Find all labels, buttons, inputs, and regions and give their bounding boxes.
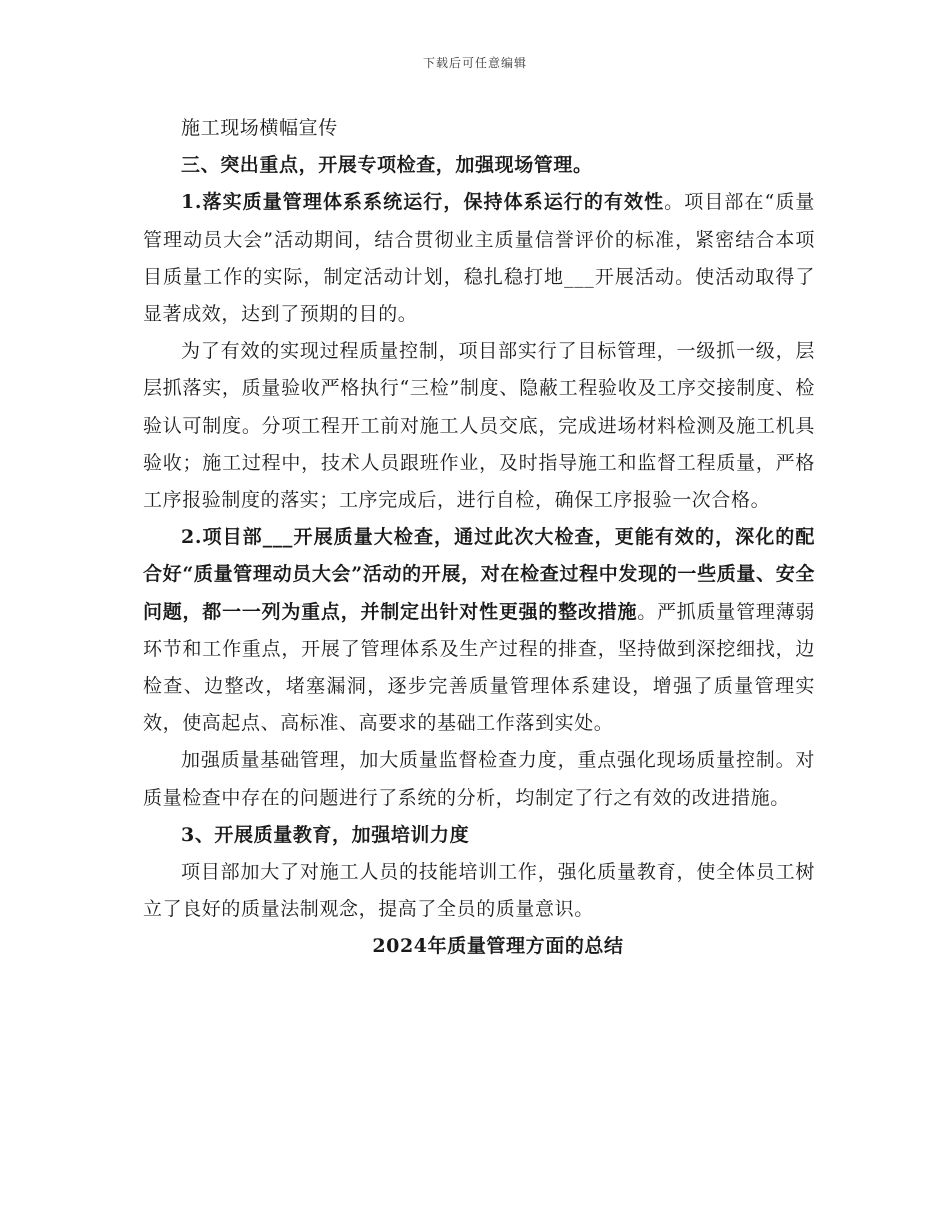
paragraph-banner: 施工现场横幅宣传 xyxy=(181,117,338,139)
paragraph-training: 项目部加大了对施工人员的技能培训工作，强化质量教育，使全体员工树立了良好的质量法制观念，提高了全员的质量意识。 xyxy=(143,861,815,921)
paragraph-lead-bold: 2.项目部___开展质量大检查，通过此次大检查，更能有效的，深化的配合好“质量管理动员大会”活动的开展，对在检查过程中发现的一些质量、安全问题，都一一列为重点，并制定出针对性更强的整改措施 xyxy=(143,526,815,623)
section-heading-3: 三、突出重点，开展专项检查，加强现场管理。 xyxy=(181,154,593,177)
paragraph-process-control: 为了有效的实现过程质量控制，项目部实行了目标管理，一级抓一级，层层抓落实，质量验收严格执行“三检”制度、隐蔽工程验收及工序交接制度、检验认可制度。分项工程开工前对施工人员交底，完成进场材料检测及施工机具验收；施工过程中，技术人员跟班作业，及时指导施工和监督工程质量，严格工序报验制度的落实；工序完成后，进行自检，确保工序报验一次合格。 xyxy=(143,340,815,512)
paragraph-text: 。项目部在“质量管理动员大会”活动期间，结合贯彻业主质量信誉评价的标准，紧密结合本项目质量工作的实际，制定活动计划，稳扎稳打地___开展活动。使活动取得了显著成效，达到了预期的目的。 xyxy=(143,191,815,326)
subheading-education: 3、开展质量教育，加强培训力度 xyxy=(181,823,470,846)
paragraph-lead-bold: 1.落实质量管理体系系统运行，保持体系运行的有效性 xyxy=(181,191,665,214)
paragraph-basic-management: 加强质量基础管理，加大质量监督检查力度，重点强化现场质量控制。对质量检查中存在的问题进行了系统的分析，均制定了行之有效的改进措施。 xyxy=(143,749,815,809)
document-title: 2024年质量管理方面的总结 xyxy=(372,935,624,958)
document-body xyxy=(143,110,815,966)
page-header: 下载后可任意编辑 xyxy=(422,56,527,70)
paragraph-system-operation xyxy=(143,184,815,333)
paragraph-quality-inspection xyxy=(143,519,815,742)
paragraph-text: 。严抓质量管理薄弱环节和工作重点，开展了管理体系及生产过程的排查，坚持做到深挖细找，边检查、边整改，堵塞漏洞，逐步完善质量管理体系建设，增强了质量管理实效，使高起点、高标准、高要求的基础工作落到实处。 xyxy=(143,600,815,735)
